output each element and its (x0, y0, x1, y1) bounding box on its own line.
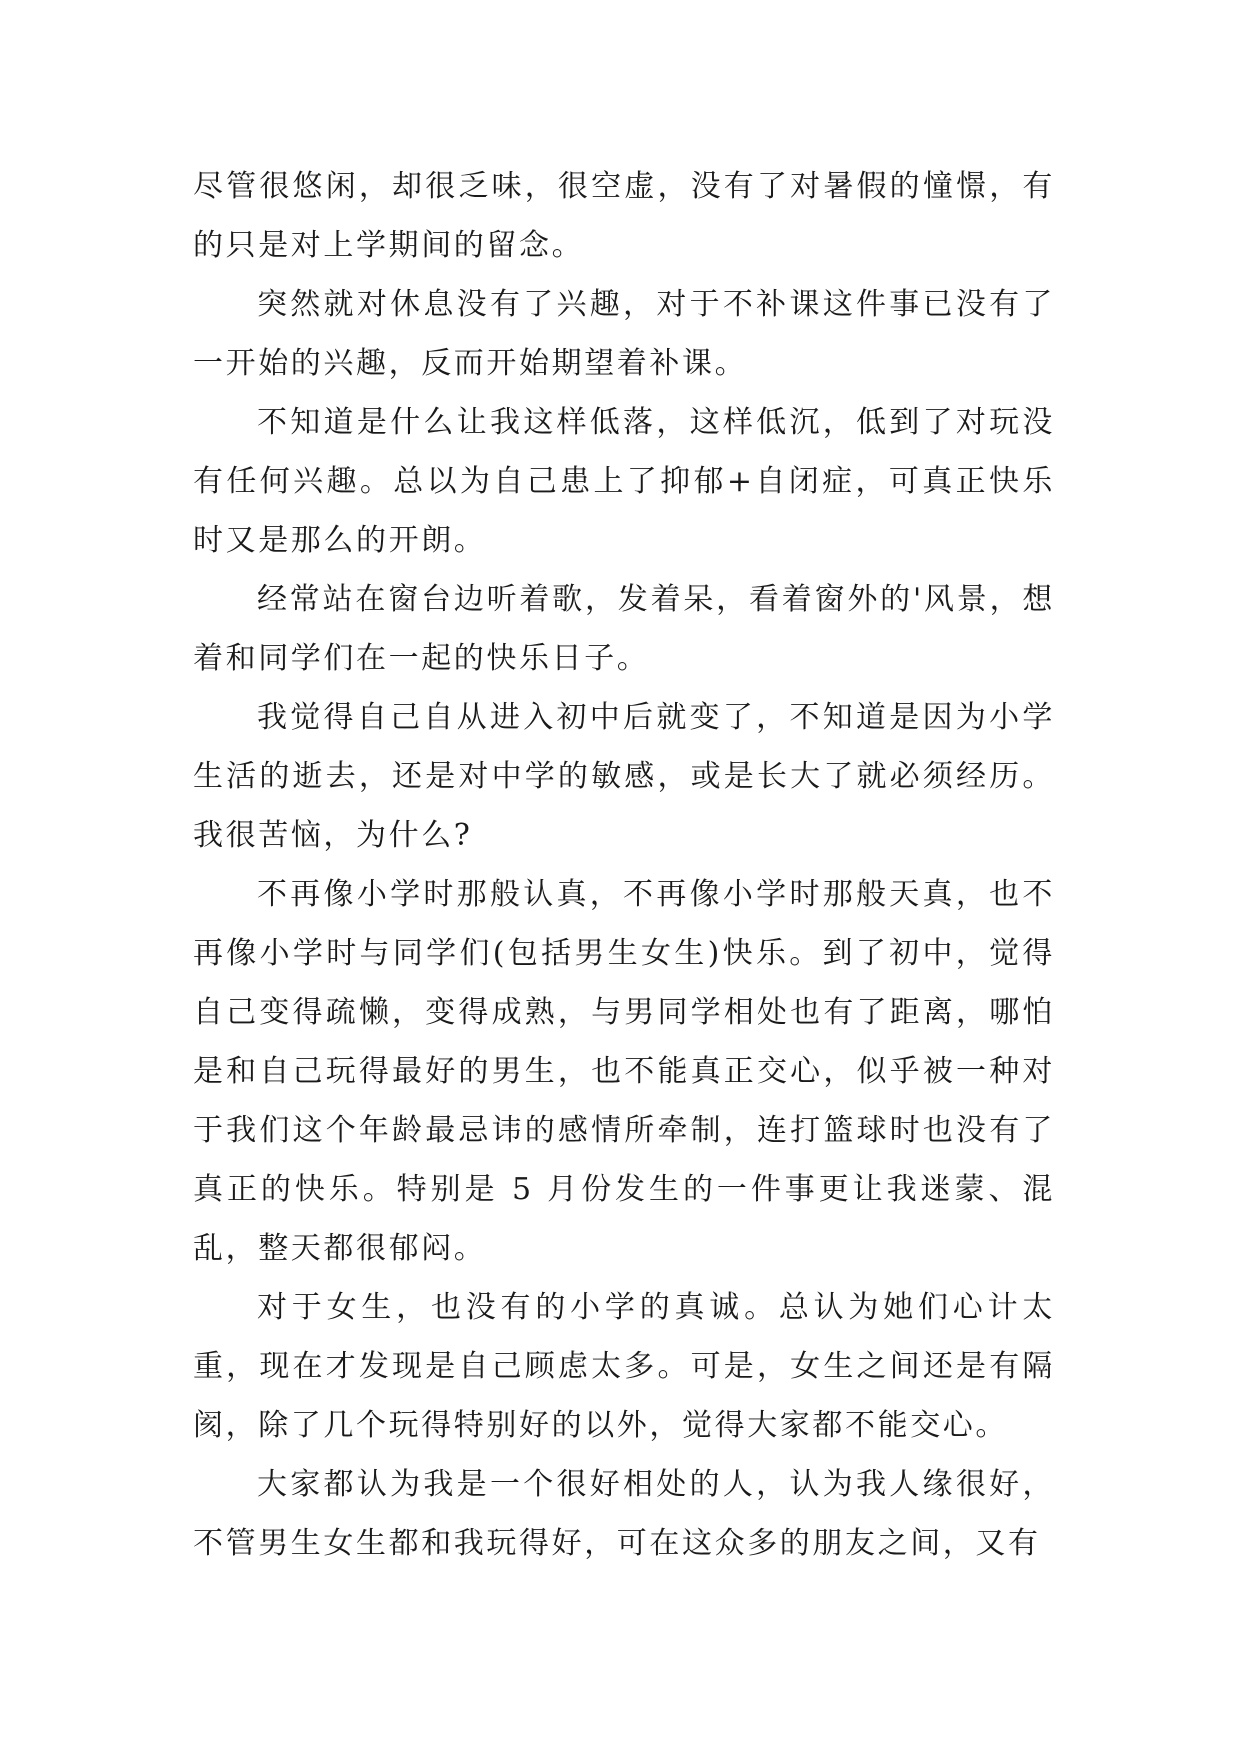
paragraph-6: 不再像小学时那般认真，不再像小学时那般天真，也不再像小学时与同学们(包括男生女生)快乐。到了初中，觉得自己变得疏懒，变得成熟，与男同学相处也有了距离，哪怕是和自己玩得最好的男生，也不能真正交心，似乎被一种对于我们这个年龄最忌讳的感情所牵制，连打篮球时也没有了真正的快乐。特别是 5 月份发生的一件事更让我迷蒙、混乱，整天都很郁闷。 (193, 877, 1055, 1266)
document-body (193, 157, 1055, 1573)
paragraph-7: 对于女生，也没有的小学的真诚。总认为她们心计太重，现在才发现是自己顾虑太多。可是，女生之间还是有隔阂，除了几个玩得特别好的以外，觉得大家都不能交心。 (193, 1290, 1055, 1443)
paragraph-5: 我觉得自己自从进入初中后就变了，不知道是因为小学生活的逝去，还是对中学的敏感，或是长大了就必须经历。我很苦恼，为什么? (193, 700, 1055, 853)
paragraph-3: 不知道是什么让我这样低落，这样低沉，低到了对玩没有任何兴趣。总以为自己患上了抑郁+自闭症，可真正快乐时又是那么的开朗。 (193, 405, 1055, 558)
paragraph-1: 尽管很悠闲，却很乏味，很空虚，没有了对暑假的憧憬，有的只是对上学期间的留念。 (193, 169, 1055, 263)
paragraph-2: 突然就对休息没有了兴趣，对于不补课这件事已没有了一开始的兴趣，反而开始期望着补课。 (193, 287, 1055, 381)
paragraph-8: 大家都认为我是一个很好相处的人，认为我人缘很好，不管男生女生都和我玩得好，可在这众多的朋友之间，又有 (193, 1467, 1055, 1561)
paragraph-4: 经常站在窗台边听着歌，发着呆，看着窗外的'风景，想着和同学们在一起的快乐日子。 (193, 582, 1055, 676)
